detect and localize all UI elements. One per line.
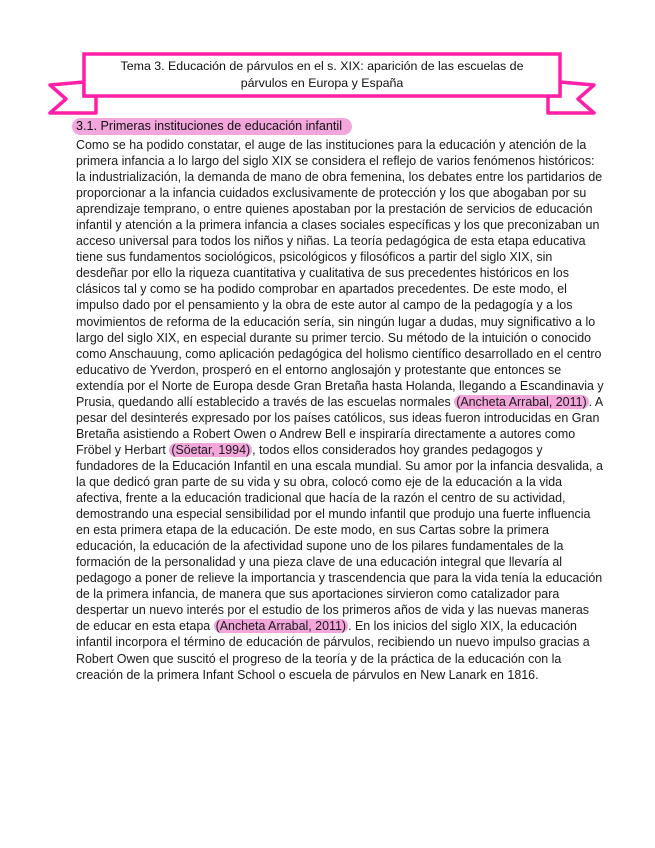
- title-line-2: párvulos en Europa y España: [240, 76, 404, 90]
- citation-ancheta-2011-b: (Ancheta Arrabal, 2011): [215, 619, 347, 634]
- body-text-part-1: Como se ha podido constatar, el auge de las instituciones para la educación y atención de la primera infancia a lo largo del siglo XIX se considera el reflejo de varios fenómenos históricos: la industrialización, la demanda de mano de obra femenina, los debates entre los partidarios de proporcionar a la infancia cuidados exclusivamente de protección y los que abogaban por su aprendizaje temprano, o entre quienes apostaban por la prestación de servicios de educación infantil y atención a la primera infancia a clases sociales específicas y los que preconizaban un acceso universal para todos los niños y niñas. La teoría pedagógica de esta etapa educativa tiene sus fundamentos sociológicos, psicológicos y filosóficos a partir del siglo XIX, sin desdeñar por ello la riqueza cuantitativa y cualitativa de sus precedentes históricos en los clásicos tal y como se ha podido comprobar en apartados precedentes. De este modo, el impulso dado por el pensamiento y la obra de este autor al campo de la pedagogía y a los movimientos de reforma de la educación sería, sin ningún lugar a dudas, muy significativo a lo largo del siglo XIX, en especial durante su primer tercio. Su método de la intuición o conocido como Anschauung, como aplicación pedagógica del holismo científico desarrollado en el centro educativo de Yverdon, prosperó en el entorno anglosajón y protestante que entonces se extendía por el Norte de Europa desde Gran Bretaña hasta Holanda, llegando a Escandinavia y Prusia, quedando allí establecido a través de las escuelas normales: [76, 138, 604, 409]
- citation-soetar-1994: (Söetar, 1994): [171, 442, 251, 457]
- body-text-part-3: , todos ellos considerados hoy grandes pedagogos y fundadores de la Educación Infantil en una escala mundial. Su amor por la infancia desvalida, a la que dedicó gran parte de su vida y su obra, colocó como eje de la educación a la vida afectiva, frente a la educación tradicional que hacía de la razón el centro de su actividad, demostrando una especial sensibilidad por el mundo infantil que produjo una fuerte influencia en esta primera etapa de la educación. De este modo, en sus Cartas sobre la primera educación, la educación de la afectividad supone uno de los pilares fundamentales de la formación de la personalidad y una pieza clave de una educación integral que llevaría al pedagogo a poner de relieve la importancia y trascendencia que para la vida tenía la educación de la primera infancia, de manera que sus aportaciones sirvieron como catalizador para despertar un nuevo interés por el estudio de los primeros años de vida y las nuevas maneras de educar en esta etapa: [76, 442, 603, 634]
- body-text-part-2: . A pesar del desinterés expresado por los países católicos, sus ideas fueron introducidas en Gran Bretaña asistiendo a Robert Owen o Andrew Bell e inspiraría directamente a autores como Fröbel y Herbart: [76, 394, 603, 457]
- body-text-part-4: . En los inicios del siglo XIX, la educación infantil incorpora el término de educación de párvulos, recibiendo un nuevo impulso gracias a Robert Owen que suscitó el progreso de la teoría y de la práctica de la educación con la creación de la primera Infant School o escuela de párvulos en New Lanark en 1816.: [76, 619, 590, 682]
- body-paragraph: [76, 137, 604, 683]
- page-title: [84, 54, 560, 96]
- title-line-1: Tema 3. Educación de párvulos en el s. XIX: aparición de las escuelas de: [120, 59, 524, 73]
- section-heading: 3.1. Primeras instituciones de educación infantil: [72, 118, 352, 135]
- citation-ancheta-2011-a: (Ancheta Arrabal, 2011): [456, 394, 587, 409]
- title-ribbon: [0, 0, 655, 125]
